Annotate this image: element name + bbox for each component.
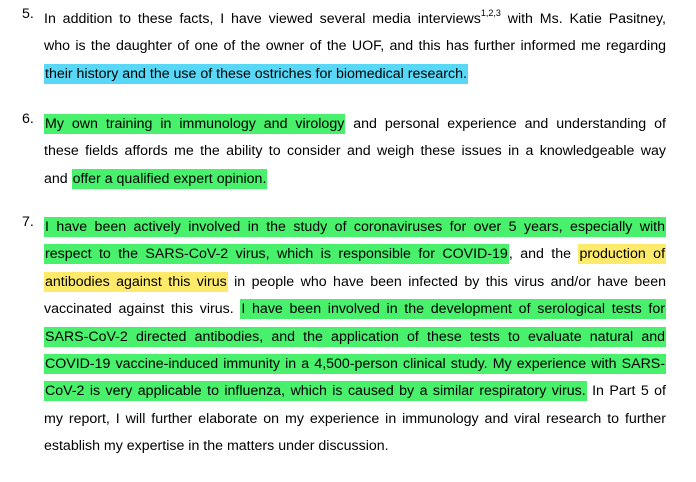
text-run: with Ms. Katie Pasitney, [500,11,666,27]
text-line [44,433,666,460]
footnote-reference: 1,2,3 [480,8,501,19]
text-line [44,111,666,138]
highlighted-text-blue: their history and the use of these ostriches for biomedical research. [45,65,467,82]
paragraph-number: 5. [22,6,34,22]
text-run: who is the daughter of one of the owner of the UOF, and this has further informed me regarding [44,38,666,55]
highlighted-text-green: offer a qualified expert opinion. [72,170,267,187]
highlighted-text-green: I have been involved in the development of serological tests for [241,301,665,318]
text-line [44,269,666,296]
text-run: and [44,170,72,187]
text-line [44,6,666,33]
text-line [44,166,666,193]
text-run: In Part 5 of [586,383,666,400]
text-line [44,324,666,351]
paragraph-7 [22,214,666,461]
text-line [44,406,666,433]
text-run: my report, I will further elaborate on my experience in immunology and viral research to further [44,410,666,427]
highlighted-text-green: I have been actively involved in the study of coronaviruses for over 5 years, especially with [45,219,665,235]
paragraph-6 [22,111,666,193]
highlighted-text-yellow: antibodies against this virus [45,273,227,290]
highlighted-text-yellow: production of [579,246,666,263]
paragraph-number: 7. [22,214,34,230]
text-run: , and the [508,246,579,263]
text-run: vaccinated against this virus. [44,301,241,318]
text-line [44,378,666,405]
highlighted-text-green: SARS-CoV-2 directed antibodies, and the application of these tests to evaluate natural and [45,328,665,345]
text-run: In addition to these facts, I have viewed several media interviews [44,11,481,27]
text-line [44,351,666,378]
paragraph-5 [22,6,666,88]
text-line [44,138,666,165]
highlighted-text-green: COVID-19 vaccine-induced immunity in a 4,500-person clinical study. My experience with SARS- [45,355,665,372]
highlighted-text-green: respect to the SARS-CoV-2 virus, which is responsible for COVID-19 [45,246,508,263]
text-line [44,214,666,241]
text-line [44,61,666,88]
text-run: establish my expertise in the matters under discussion. [44,438,389,455]
text-run: in people who have been infected by this virus and/or have been [227,273,666,290]
text-line [44,296,666,323]
highlighted-text-green: My own training in immunology and virology [45,116,345,132]
text-run: and personal experience and understanding of [345,116,666,132]
text-line [44,33,666,60]
text-run: these fields affords me the ability to consider and weigh these issues in a knowledgeable way [44,143,666,160]
text-line [44,241,666,268]
paragraph-number: 6. [22,111,34,127]
highlighted-text-green: CoV-2 is very applicable to influenza, which is caused by a similar respiratory virus. [45,383,586,400]
